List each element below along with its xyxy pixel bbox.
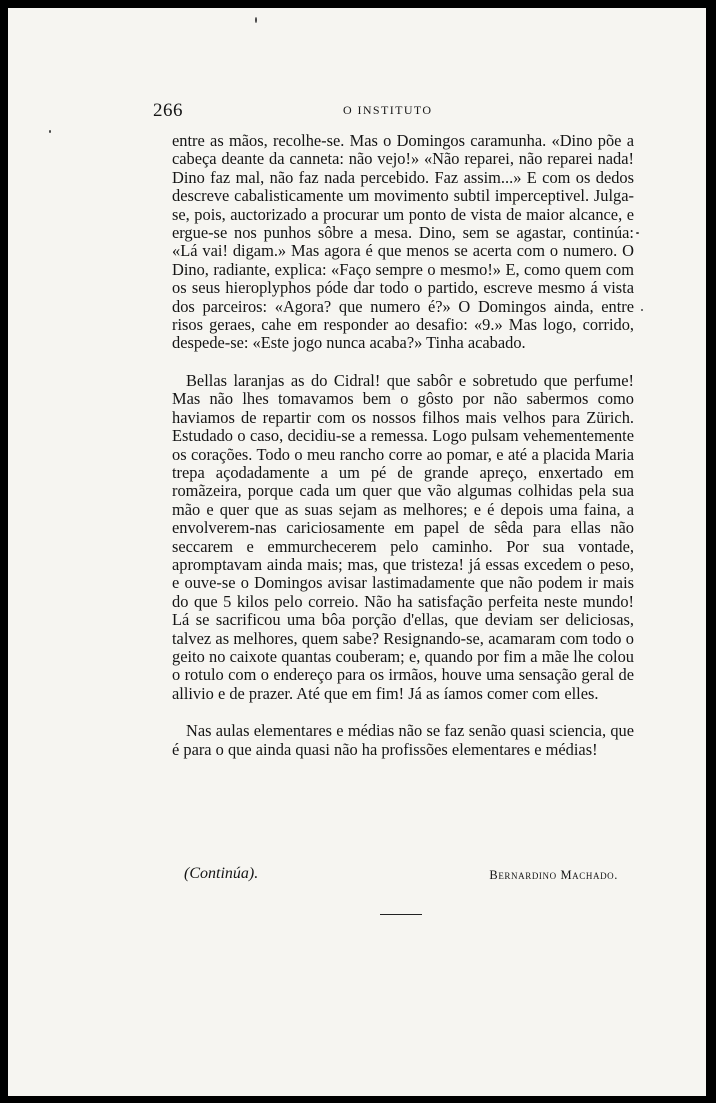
paragraph-3: Nas aulas elementares e médias não se faz senão quasi sciencia, que é para o que ainda quasi não ha profissões elementares e médias! bbox=[172, 721, 634, 759]
print-speck bbox=[255, 17, 257, 23]
page-number: 266 bbox=[153, 100, 183, 121]
journal-title: O INSTITUTO bbox=[343, 103, 433, 117]
print-speck bbox=[49, 130, 51, 133]
signoff bbox=[184, 865, 618, 887]
print-speck bbox=[636, 232, 639, 234]
body-text bbox=[172, 132, 634, 759]
end-rule bbox=[380, 914, 422, 915]
running-head bbox=[153, 100, 573, 122]
author-name: Bernardino Machado. bbox=[489, 868, 618, 882]
paragraph-1: entre as mãos, recolhe-se. Mas o Domingos caramunha. «Dino põe a cabeça deante da canneta: não vejo!» «Não reparei, não reparei nada! Dino faz mal, não faz nada percebido. Faz assim...» E com os dedos descreve cabalisticamente um movimento subtil imperceptivel. Julga-se, pois, auctorizado a procurar um ponto de vista de maior alcance, e ergue-se nos punhos sôbre a mesa. Dino, sem se agastar, continúa: «Lá vai! digam.» Mas agora é que menos se acerta com o numero. O Dino, radiante, explica: «Faço sempre o mesmo!» E, como quem com os seus hieroplyphos póde dar todo o partido, escreve mesmo á vista dos parceiros: «Agora? que numero é?» O Domingos ainda, entre risos geraes, cahe em responder ao desafio: «9.» Mas logo, corrido, despede-se: «Este jogo nunca acaba?» Tinha acabado. bbox=[172, 131, 634, 353]
continuation-note: (Continúa). bbox=[184, 865, 259, 882]
page-sheet bbox=[8, 8, 706, 1096]
print-speck bbox=[641, 309, 643, 311]
paragraph-2: Bellas laranjas as do Cidral! que sabôr e sobretudo que perfume! Mas não lhes tomavamos bem o gôsto por não sabermos como haviamos de repartir com os nossos filhos mais velhos para Zürich. Estudado o caso, decidiu-se a remessa. Logo pulsam vehementemente os corações. Todo o meu rancho corre ao pomar, e até a placida Maria trepa açodadamente a um pé de grande apreço, enxertado em romãzeira, porque cada um quer que vão algumas colhidas pela sua mão e quer que as suas sejam as melhores; e é depois uma faina, a envolverem-nas cariciosamente em papel de sêda para ellas não seccarem e emmurchecerem pelo caminho. Por sua vontade, apromptavam ainda mais; mas, que tristeza! já essas excedem o peso, e ouve-se o Domingos avisar lastimadamente que não podem ir mais do que 5 kilos pelo correio. Não ha satisfação perfeita neste mundo! Lá se sacrificou uma bôa porção d'ellas, que deviam ser deliciosas, talvez as melhores, quem sabe? Resignando-se, acamaram com todo o geito no caixote quantas couberam; e, quando por fim a mãe lhe colou o rotulo com o endereço para os irmãos, houve uma sensação geral de allivio e de prazer. Até que em fim! Já as íamos comer com elles. bbox=[172, 370, 634, 703]
